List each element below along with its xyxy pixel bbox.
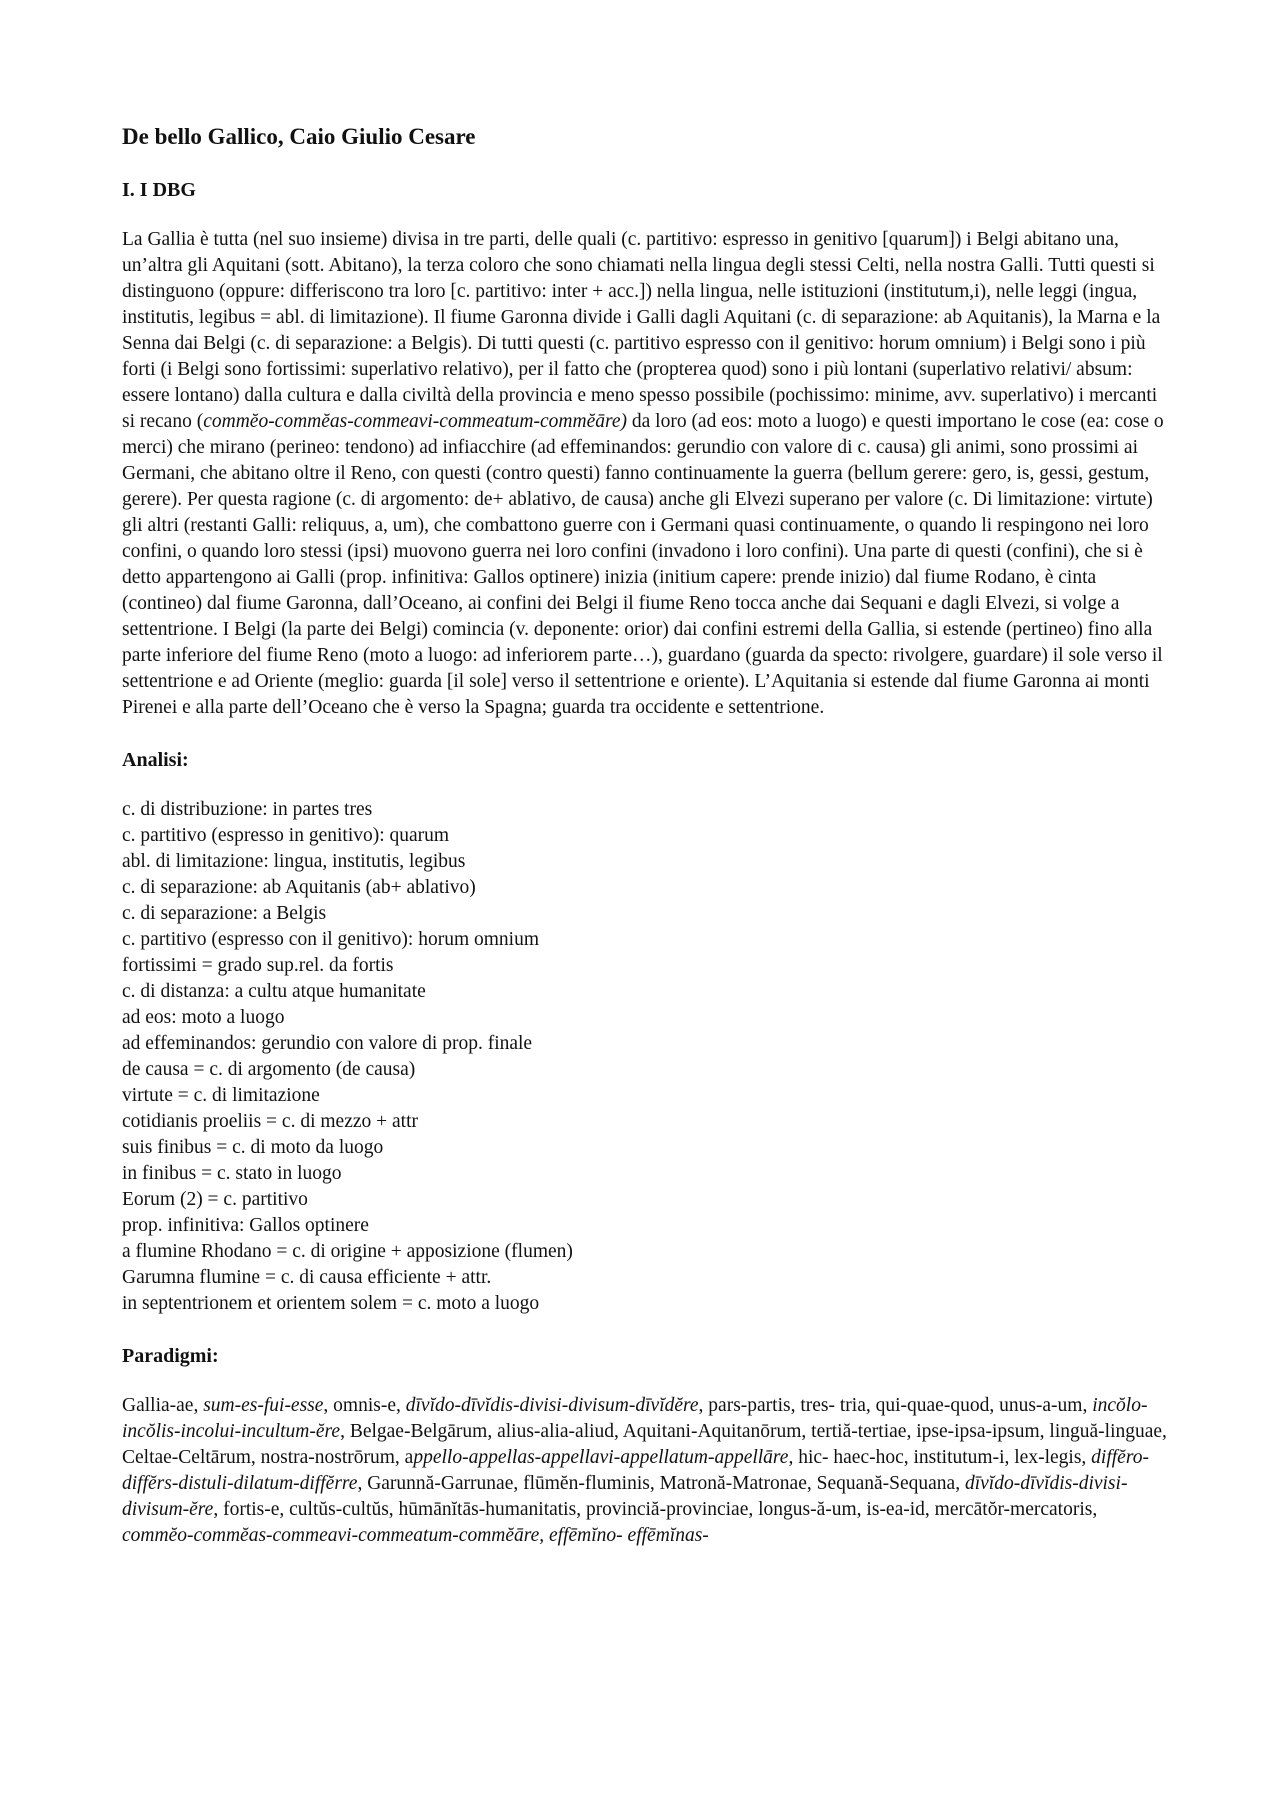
body-paragraph xyxy=(122,227,1170,721)
paradigm-italic-text: diffĕro-diffĕrs-distuli-dilatum-diffĕrre xyxy=(122,1447,1149,1494)
paradigm-text: , fortis-e, cultŭs-cultŭs, hūmānĭtās-humanitatis, provinciă-provinciae, longus-ă-um, is-ea-id, mercātŏr-mercatoris, xyxy=(213,1499,1098,1520)
analysis-item: c. di separazione: a Belgis xyxy=(122,903,327,924)
paradigm-italic-text: dīvĭdo-dīvĭdis-divisi-divisum-ĕre xyxy=(122,1473,1128,1520)
paradigm-italic-text: dīvĭdo-dīvĭdis-divisi-divisum-dīvĭdĕre xyxy=(405,1395,699,1416)
analysis-list xyxy=(122,797,1170,1317)
analysis-item: c. partitivo (espresso in genitivo): quarum xyxy=(122,825,450,846)
paragraph-text: La Gallia è tutta (nel suo insieme) divisa in tre parti, delle quali (c. partitivo: espresso in genitivo [quarum]) i Belgi abitano una, un’altra gli Aquitani (sott. Abitano), la terza coloro che sono chiamati nella lingua degli stessi Celti, nella nostra Galli. Tutti questi si distinguono (oppure: differiscono tra loro [c. partitivo: inter + acc.]) nella lingua, nelle istituzioni (institutum,i), nelle leggi (ingua, institutis, legibus = abl. di limitazione). Il fiume Garonna divide i Galli dagli Aquitani (c. di separazione: ab Aquitanis), la Marna e la Senna dai Belgi (c. di separazione: a Belgis). Di tutti questi (c. partitivo espresso con il genitivo: horum omnium) i Belgi sono i più forti (i Belgi sono fortissimi: superlativo relativo), per il fatto che (propterea quod) sono i più lontani (superlativo relativi/ absum: essere lontano) dalla cultura e dalla civiltà della provincia e meno spesso possibile (pochissimo: minime, avv. superlativo) i mercanti si recano ( xyxy=(122,229,1161,432)
paradigm-text: , Belgae-Belgārum, alius-alia-aliud, Aquitani-Aquitanōrum, tertiă-tertiae, ipse-ipsa-ipsum, linguă-linguae, Celtae-Celtārum, nostra-nostrōrum, a xyxy=(122,1421,1167,1468)
analysis-item: in septentrionem et orientem solem = c. moto a luogo xyxy=(122,1293,540,1314)
paradigm-text: hic- haec-hoc, institutum-i, lex-legis, xyxy=(793,1447,1092,1468)
document-title: De bello Gallico, Caio Giulio Cesare xyxy=(122,124,476,149)
paradigm-italic-text: ppello-appellas-appellavi-appellatum-appellāre, xyxy=(413,1447,794,1468)
analysis-item: c. partitivo (espresso con il genitivo): horum omnium xyxy=(122,929,540,950)
analysis-item: prop. infinitiva: Gallos optinere xyxy=(122,1215,369,1236)
paradigms-paragraph xyxy=(122,1393,1170,1549)
analysis-item: in finibus = c. stato in luogo xyxy=(122,1163,342,1184)
analysis-item: Garumna flumine = c. di causa efficiente + attr. xyxy=(122,1267,492,1288)
analysis-heading: Analisi: xyxy=(122,749,189,771)
analysis-item: de causa = c. di argomento (de causa) xyxy=(122,1059,416,1080)
paradigm-text: , omnis-e, xyxy=(323,1395,406,1416)
paragraph-italic-text: commĕo-commĕas-commeavi-commeatum-commĕāre) xyxy=(203,411,627,432)
analysis-item: ad eos: moto a luogo xyxy=(122,1007,285,1028)
paradigms-heading: Paradigmi: xyxy=(122,1345,219,1367)
analysis-item: Eorum (2) = c. partitivo xyxy=(122,1189,308,1210)
analysis-item: c. di distribuzione: in partes tres xyxy=(122,799,373,820)
analysis-item: suis finibus = c. di moto da luogo xyxy=(122,1137,384,1158)
analysis-item: abl. di limitazione: lingua, institutis, legibus xyxy=(122,851,466,872)
paradigm-text: Gallia-ae, xyxy=(122,1395,204,1416)
paradigm-italic-text: incŏlo-incŏlis-incolui-incultum-ĕre xyxy=(122,1395,1148,1442)
analysis-item: virtute = c. di limitazione xyxy=(122,1085,320,1106)
section-heading: I. I DBG xyxy=(122,179,196,201)
analysis-item: c. di distanza: a cultu atque humanitate xyxy=(122,981,426,1002)
paragraph-text: da loro (ad eos: moto a luogo) e questi importano le cose (ea: cose o merci) che mirano (perineo: tendono) ad infiacchire (ad effeminandos: gerundio con valore di c. causa) gli animi, sono prossimi ai Germani, che abitano oltre il Reno, con questi (contro questi) fanno continuamente la guerra (bellum gerere: gero, is, gessi, gestum, gerere). Per questa ragione (c. di argomento: de+ ablativo, de causa) anche gli Elvezi superano per valore (c. Di limitazione: virtute) gli altri (restanti Galli: reliquus, a, um), che combattono guerre con i Germani quasi continuamente, o quando li respingono nei loro confini, o quando loro stessi (ipsi) muovono guerra nei loro confini (invadono i loro confini). Una parte di questi (confini), che si è detto appartengono ai Galli (prop. infinitiva: Gallos optinere) inizia (initium capere: prende inizio) dal fiume Rodano, è cinta (contineo) dal fiume Garonna, dall’Oceano, ai confini dei Belgi il fiume Reno tocca anche dai Sequani e dagli Elvezi, si volge a settentrione. I Belgi (la parte dei Belgi) comincia (v. deponente: orior) dai confini estremi della Gallia, si estende (pertineo) fino alla parte inferiore del fiume Reno (moto a luogo: ad inferiorem parte…), guardano (guarda da specto: rivolgere, guardare) il sole verso il settentrione e ad Oriente (meglio: guarda [il sole] verso il settentrione e oriente). L’Aquitania si estende dal fiume Garonna ai monti Pirenei e alla parte dell’Oceano che è verso la Spagna; guarda tra occidente e settentrione. xyxy=(122,411,1164,718)
paradigm-text: , pars-partis, tres- tria, qui-quae-quod, unus-a-um, xyxy=(698,1395,1093,1416)
paradigm-text: , Garunnă-Garrunae, flūmĕn-fluminis, Matronă-Matronae, Sequană-Sequana, xyxy=(357,1473,965,1494)
paradigm-italic-text: commĕo-commĕas-commeavi-commeatum-commĕāre, effēmĭno- effēmĭnas- xyxy=(122,1525,709,1546)
analysis-item: a flumine Rhodano = c. di origine + apposizione (flumen) xyxy=(122,1241,573,1262)
analysis-item: cotidianis proeliis = c. di mezzo + attr xyxy=(122,1111,418,1132)
analysis-item: fortissimi = grado sup.rel. da fortis xyxy=(122,955,394,976)
analysis-item: c. di separazione: ab Aquitanis (ab+ ablativo) xyxy=(122,877,476,898)
paradigm-italic-text: sum-es-fui-esse xyxy=(203,1395,324,1416)
analysis-item: ad effeminandos: gerundio con valore di prop. finale xyxy=(122,1033,533,1054)
